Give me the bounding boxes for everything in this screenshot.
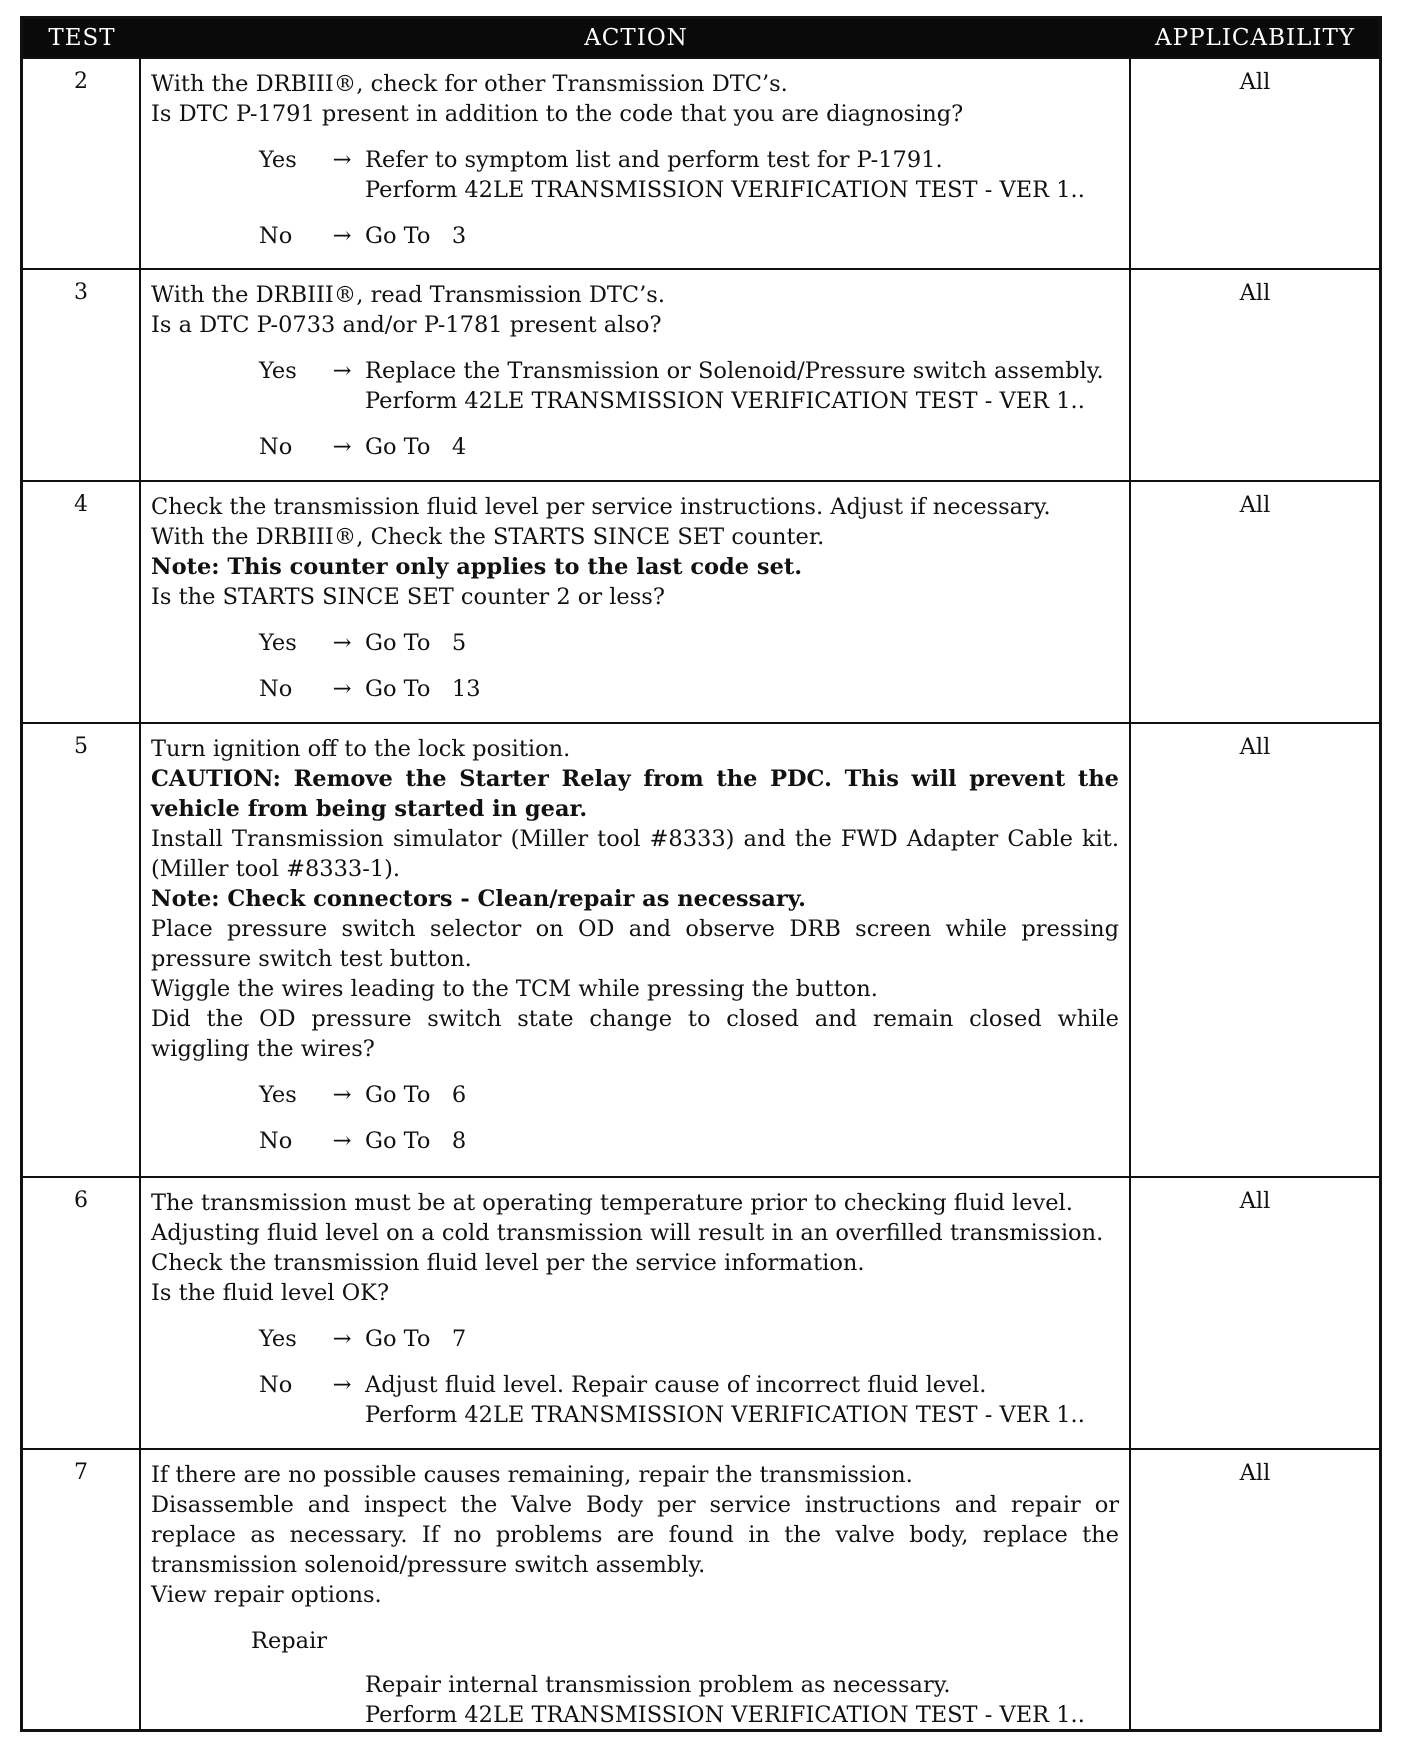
answer-text: Go To 3: [365, 223, 467, 249]
table-row: [23, 722, 1379, 1176]
applicability: All: [1239, 69, 1271, 95]
repair-label: Repair: [251, 1628, 328, 1654]
answer-label: No: [259, 676, 293, 702]
test-number: 4: [23, 482, 141, 722]
answer-label: Yes: [259, 630, 297, 656]
action-cell: [141, 724, 1131, 1176]
yes-answer: [151, 1080, 1119, 1110]
answer-text: Go To 5: [365, 630, 467, 656]
action-line: Check the transmission fluid level per service instructions. Adjust if necessary.: [151, 494, 1051, 520]
action-line: Check the transmission fluid level per the service information.: [151, 1250, 865, 1276]
table-row: [23, 1448, 1379, 1729]
action-cell: [141, 1450, 1131, 1729]
action-line: If there are no possible causes remaining, repair the transmission.: [151, 1462, 913, 1488]
answer-text: Replace the Transmission or Solenoid/Pressure switch assembly.: [365, 358, 1104, 384]
arrow-icon: →: [332, 223, 352, 249]
answer-text: Perform 42LE TRANSMISSION VERIFICATION TEST - VER 1..: [365, 177, 1085, 203]
caution-line: CAUTION: Remove the Starter Relay from the PDC. This will prevent the vehicle from being started in gear.: [151, 766, 1119, 822]
test-number: 7: [23, 1450, 141, 1729]
arrow-icon: →: [332, 147, 352, 173]
yes-answer: [151, 145, 1119, 205]
action-line: Is the STARTS SINCE SET counter 2 or less?: [151, 584, 665, 610]
note-line: Note: This counter only applies to the last code set.: [151, 554, 803, 580]
answer-text: Go To 7: [365, 1326, 467, 1352]
applicability: All: [1239, 1460, 1271, 1486]
header-test: TEST: [48, 25, 116, 51]
applicability: All: [1239, 280, 1271, 306]
answer-text: Perform 42LE TRANSMISSION VERIFICATION TEST - VER 1..: [365, 1402, 1085, 1428]
answer-label: Yes: [259, 1082, 297, 1108]
no-answer: [151, 674, 1119, 704]
answer-label: No: [259, 434, 293, 460]
action-cell: [141, 1178, 1131, 1448]
action-line: Place pressure switch selector on OD and observe DRB screen while pressing pressure switch test button.: [151, 916, 1119, 972]
arrow-icon: →: [332, 1128, 352, 1154]
arrow-icon: →: [332, 630, 352, 656]
action-line: Turn ignition off to the lock position.: [151, 736, 571, 762]
arrow-icon: →: [332, 676, 352, 702]
header-applicability: APPLICABILITY: [1155, 25, 1355, 51]
answer-text: Go To 13: [365, 676, 481, 702]
action-line: Adjusting fluid level on a cold transmission will result in an overfilled transmission.: [151, 1220, 1104, 1246]
table-row: [23, 480, 1379, 722]
test-number: 2: [23, 59, 141, 268]
action-line: The transmission must be at operating temperature prior to checking fluid level.: [151, 1190, 1073, 1216]
action-line: Is a DTC P-0733 and/or P-1781 present also?: [151, 312, 662, 338]
no-answer: [151, 221, 1119, 251]
test-number: 5: [23, 724, 141, 1176]
action-cell: [141, 482, 1131, 722]
answer-text: Go To 8: [365, 1128, 467, 1154]
note-line: Note: Check connectors - Clean/repair as necessary.: [151, 886, 806, 912]
action-line: With the DRBIII®, Check the STARTS SINCE SET counter.: [151, 524, 825, 550]
answer-label: No: [259, 1128, 293, 1154]
answer-text: Perform 42LE TRANSMISSION VERIFICATION TEST - VER 1..: [365, 388, 1085, 414]
arrow-icon: →: [332, 1372, 352, 1398]
answer-text: Adjust fluid level. Repair cause of incorrect fluid level.: [365, 1372, 987, 1398]
yes-answer: [151, 1324, 1119, 1354]
yes-answer: [151, 356, 1119, 416]
action-line: With the DRBIII®, check for other Transmission DTC’s.: [151, 71, 788, 97]
test-number: 3: [23, 270, 141, 480]
applicability: All: [1239, 1188, 1271, 1214]
action-line: Wiggle the wires leading to the TCM while pressing the button.: [151, 976, 878, 1002]
action-cell: [141, 59, 1131, 268]
table-row: [23, 268, 1379, 480]
action-line: View repair options.: [151, 1582, 382, 1608]
table-header: [23, 19, 1379, 57]
answer-text: Go To 4: [365, 434, 467, 460]
action-line: Did the OD pressure switch state change to closed and remain closed while wiggling the wires?: [151, 1006, 1119, 1062]
action-line: Disassemble and inspect the Valve Body per service instructions and repair or replace as necessary. If no problems are found in the valve body, replace the transmission solenoid/pressure switch assembly.: [151, 1492, 1119, 1578]
table-row: [23, 1176, 1379, 1448]
repair-option: [365, 1670, 1119, 1730]
arrow-icon: →: [332, 1326, 352, 1352]
action-line: Install Transmission simulator (Miller tool #8333) and the FWD Adapter Cable kit.(Miller tool #8333-1).: [151, 826, 1119, 882]
applicability: All: [1239, 492, 1271, 518]
answer-text: Refer to symptom list and perform test for P-1791.: [365, 147, 943, 173]
repair-text: Repair internal transmission problem as necessary.: [365, 1672, 951, 1698]
yes-answer: [151, 628, 1119, 658]
answer-label: No: [259, 1372, 293, 1398]
applicability: All: [1239, 734, 1271, 760]
test-number: 6: [23, 1178, 141, 1448]
answer-label: Yes: [259, 147, 297, 173]
action-cell: [141, 270, 1131, 480]
action-line: Is the fluid level OK?: [151, 1280, 390, 1306]
header-action: ACTION: [584, 25, 688, 51]
repair-text: Perform 42LE TRANSMISSION VERIFICATION TEST - VER 1..: [365, 1702, 1085, 1728]
action-line: Is DTC P-1791 present in addition to the code that you are diagnosing?: [151, 101, 964, 127]
answer-label: Yes: [259, 1326, 297, 1352]
arrow-icon: →: [332, 1082, 352, 1108]
answer-text: Go To 6: [365, 1082, 467, 1108]
action-line: With the DRBIII®, read Transmission DTC’s.: [151, 282, 665, 308]
answer-label: No: [259, 223, 293, 249]
no-answer: [151, 1126, 1119, 1156]
table-row: [23, 57, 1379, 268]
no-answer: [151, 1370, 1119, 1430]
arrow-icon: →: [332, 434, 352, 460]
arrow-icon: →: [332, 358, 352, 384]
answer-label: Yes: [259, 358, 297, 384]
diagnostic-table: [20, 16, 1382, 1732]
no-answer: [151, 432, 1119, 462]
